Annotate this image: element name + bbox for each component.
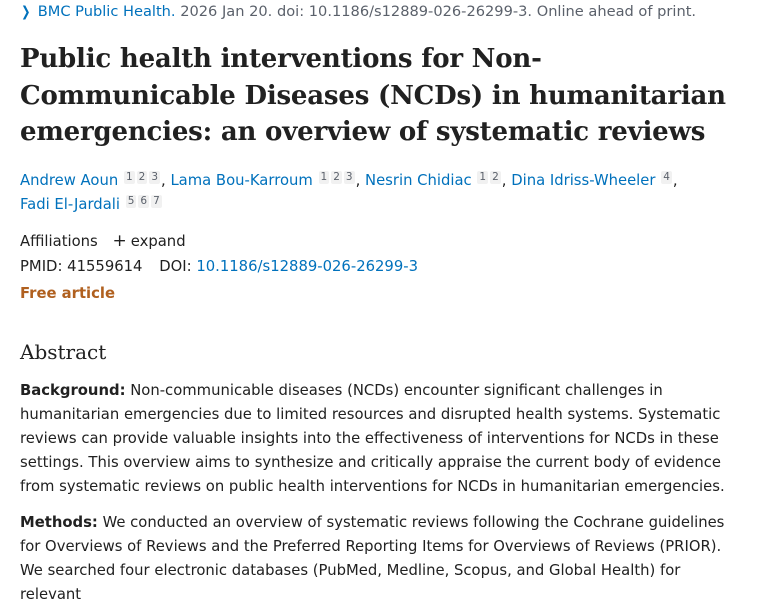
background-text: Non-communicable diseases (NCDs) encounter significant challenges in humanitarian emergencies due to limited resources and disrupted health systems. Systematic reviews can provide valuable insights into the effectiveness of interventions for NCDs in these settings. This overview aims to synthesize and critically appraise the current body of evidence from systematic reviews on public health interventions for NCDs in humanitarian emergencies. <box>20 382 725 495</box>
pmid-value: 41559614 <box>67 258 143 275</box>
author-separator: , <box>161 172 171 189</box>
author-link[interactable]: Lama Bou-Karroum <box>170 172 313 189</box>
author-separator: , <box>355 172 365 189</box>
author-link[interactable]: Andrew Aoun <box>20 172 119 189</box>
author-link[interactable]: Dina Idriss-Wheeler <box>511 172 656 189</box>
affiliations-toggle[interactable] <box>20 231 186 251</box>
pmid-label: PMID: <box>20 258 63 275</box>
affiliation-ref[interactable]: 2 <box>138 171 146 183</box>
citation-details: 2026 Jan 20. doi: 10.1186/s12889-026-26299-3. Online ahead of print. <box>175 3 697 20</box>
affiliation-ref[interactable]: 2 <box>492 171 499 183</box>
affiliation-ref[interactable]: 3 <box>151 171 159 183</box>
journal-link[interactable]: BMC Public Health. <box>37 3 176 20</box>
identifiers <box>20 258 418 275</box>
author-separator: , <box>672 172 678 189</box>
affiliation-ref[interactable]: 2 <box>333 171 340 183</box>
affiliation-ref[interactable]: 3 <box>345 171 353 183</box>
free-article-badge: Free article <box>20 285 115 302</box>
abstract-background <box>20 379 740 499</box>
affiliation-ref[interactable]: 1 <box>320 171 328 183</box>
affiliation-ref[interactable]: 7 <box>153 195 160 207</box>
affiliation-ref[interactable]: 4 <box>663 171 670 183</box>
methods-label: Methods: <box>20 514 98 531</box>
doi-link[interactable]: 10.1186/s12889-026-26299-3 <box>196 258 419 275</box>
abstract-methods <box>20 511 740 607</box>
affiliation-ref[interactable]: 5 <box>127 195 135 207</box>
article-title: Public health interventions for Non-Communicable Diseases (NCDs) in humanitarian emergencies: an overview of systematic reviews <box>20 44 726 147</box>
citation-line <box>20 3 696 20</box>
author-link[interactable]: Nesrin Chidiac <box>365 172 472 189</box>
author-list <box>20 169 740 217</box>
background-label: Background: <box>20 382 126 399</box>
affiliation-ref[interactable]: 1 <box>125 171 133 183</box>
abstract-heading: Abstract <box>20 340 107 364</box>
plus-icon[interactable]: + <box>112 231 127 251</box>
author-link[interactable]: Fadi El-Jardali <box>20 196 120 213</box>
affiliation-ref[interactable]: 1 <box>479 171 487 183</box>
methods-text: We conducted an overview of systematic reviews following the Cochrane guidelines for Overviews of Reviews and the Preferred Reporting Items for Overviews of Reviews (PRIOR). We searched four electronic databases (PubMed, Medline, Scopus, and Global Health) for relevant <box>20 514 725 603</box>
chevron-right-icon[interactable]: ❯ <box>21 4 31 20</box>
author-separator: , <box>501 172 512 189</box>
affiliation-ref[interactable]: 6 <box>140 195 148 207</box>
affiliations-label: Affiliations <box>20 233 98 250</box>
doi-label: DOI: <box>159 258 192 275</box>
expand-label[interactable]: expand <box>130 233 186 250</box>
